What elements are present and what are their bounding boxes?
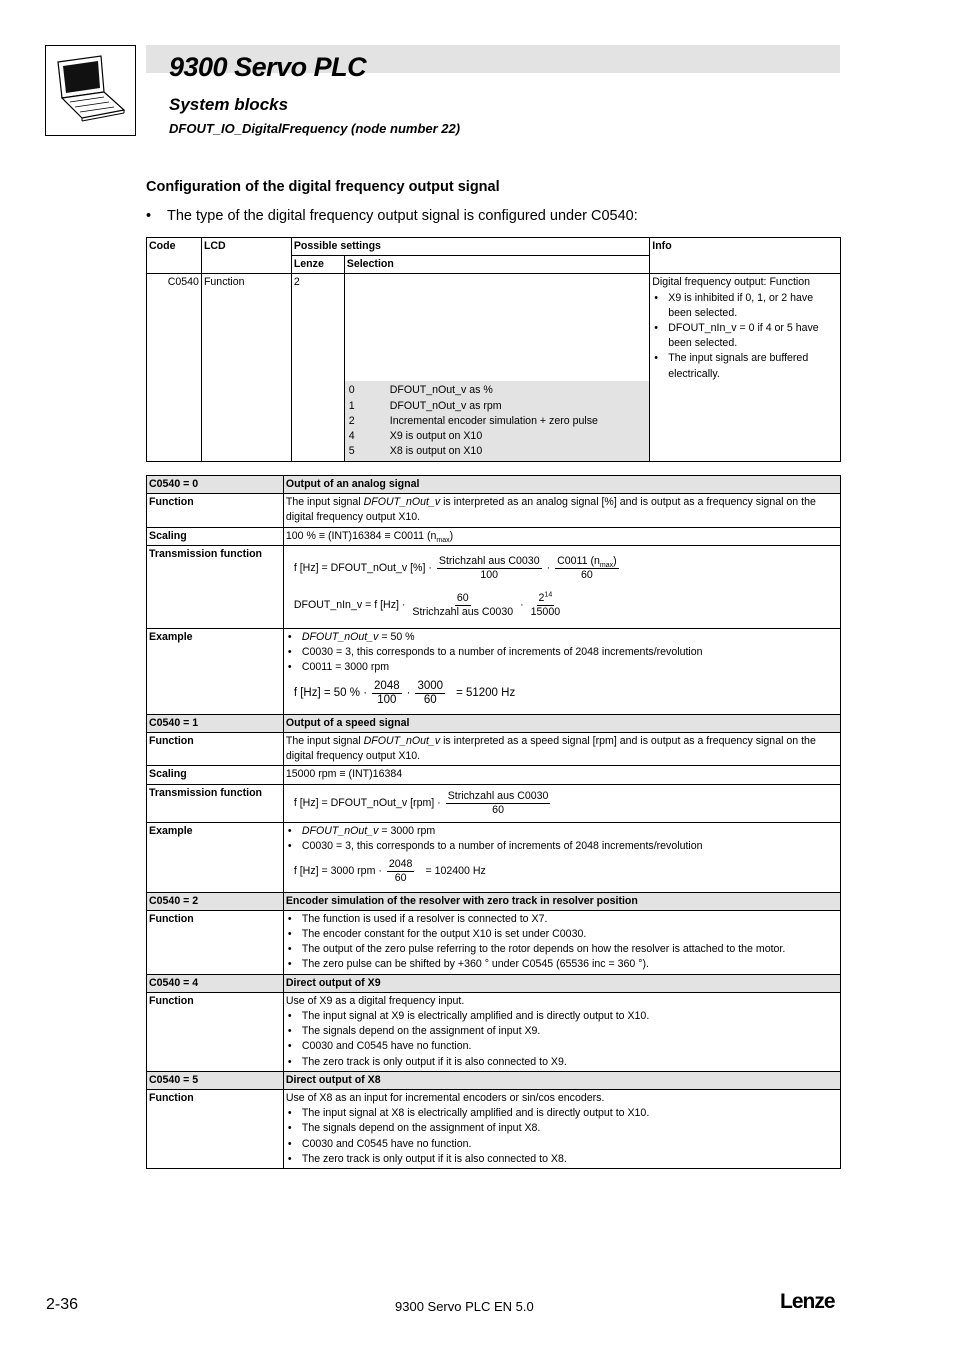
mode-4-heading: Direct output of X9 [283, 974, 840, 992]
header-code: Code [147, 238, 202, 274]
details-table [146, 475, 841, 1169]
function-item: • The encoder constant for the output X10 is set under C0030. [286, 927, 838, 942]
selection-item: 2 Incremental encoder simulation + zero pulse [348, 414, 598, 427]
brand-logo: Lenze [780, 1290, 835, 1313]
formula-nin: DFOUT_nIn_v = f [Hz] · $\frac{60}{\text{Strichzahl aus C0030}}$ · $\frac{2^{14}}{15000}$ [293, 591, 561, 618]
laptop-icon [46, 46, 135, 135]
function-item: • The input signal at X9 is electrically amplified and is directly output to X10. [286, 1009, 838, 1024]
mode-2-function-label: Function [147, 910, 284, 974]
fraction: $\frac{\text{Strichzahl aus C0030}}{60}$ [447, 789, 549, 816]
selection-item: 0 DFOUT_nOut_v as % [348, 384, 493, 397]
selection-item: 5 X8 is output on X10 [348, 445, 483, 458]
fraction: $\frac{C0011 (n_{max})}{60}$ [557, 554, 617, 581]
document-name: 9300 Servo PLC EN 5.0 [395, 1299, 534, 1314]
section-heading: Configuration of the digital frequency output signal [146, 179, 500, 195]
header-possible-settings: Possible settings [291, 238, 649, 256]
mode-2-key: C0540 = 2 [147, 892, 284, 910]
selection-item: 4 X9 is output on X10 [348, 430, 483, 442]
function-lead: Use of X8 as an input for incremental encoders or sin/cos encoders. [285, 1092, 605, 1105]
example-list [286, 630, 838, 676]
mode-0-scaling-text: 100 % ≡ (INT)16384 ≡ C0011 $(n_{max})$ [283, 527, 840, 545]
bullet: • [146, 208, 152, 224]
mode-1-scaling-label: Scaling [147, 766, 284, 784]
laptop-icon-frame [45, 45, 136, 136]
selection-list [345, 381, 650, 461]
mode-1-transmission-formula [283, 784, 840, 822]
code-table [146, 237, 841, 462]
header-info: Info [650, 238, 841, 274]
mode-2-heading: Encoder simulation of the resolver with zero track in resolver position [283, 892, 840, 910]
info-item: • X9 is inhibited if 0, 1, or 2 have been selected. [652, 291, 838, 321]
function-item: • C0030 and C0545 have no function. [286, 1039, 838, 1054]
mode-5-key: C0540 = 5 [147, 1071, 284, 1089]
function-item: • The output of the zero pulse referring to the rotor depends on how the resolver is attached to the motor. [286, 942, 838, 957]
function-item: • The signals depend on the assignment of input X8. [286, 1121, 838, 1136]
fraction: $\frac{\text{Strichzahl aus C0030}}{100}$ [438, 554, 540, 581]
mode-4-key: C0540 = 4 [147, 974, 284, 992]
selection-item: 1 DFOUT_nOut_v as rpm [348, 399, 502, 412]
example-formula: f [Hz] = 50 % · $\frac{2048}{100}$ · $\frac{3000}{60}$ = 51200 Hz [293, 680, 516, 707]
mode-1-function-text: The input signal DFOUT_nOut_v is interpreted as a speed signal [rpm] and is output as a frequency signal on the digital frequency output X10. [283, 733, 840, 766]
formula-f-hz: f [Hz] = DFOUT_nOut_v [%] · $\frac{\text{Strichzahl aus C0030}}{100}$ · $\frac{C0011 (n_{max})}{60}$ [293, 554, 617, 581]
mode-4-function-label: Function [147, 992, 284, 1071]
function-item: • The signals depend on the assignment of input X9. [286, 1024, 838, 1039]
mode-2-function [283, 910, 840, 974]
function-item: • The input signal at X8 is electrically amplified and is directly output to X10. [286, 1106, 838, 1121]
function-list [286, 1106, 838, 1167]
info-title: Digital frequency output: Function [652, 276, 811, 289]
mode-0-transmission-formulas [283, 545, 840, 628]
example-item: • DFOUT_nOut_v = 3000 rpm [286, 824, 838, 839]
mode-0-example [283, 628, 840, 714]
function-item: • C0030 and C0545 have no function. [286, 1137, 838, 1152]
info-cell [650, 274, 841, 462]
example-item: • C0030 = 3, this corresponds to a number of increments of 2048 increments/revolution [286, 839, 838, 854]
example-item: • C0030 = 3, this corresponds to a number of increments of 2048 increments/revolution [286, 645, 838, 660]
header-lcd: LCD [201, 238, 291, 274]
header-lenze: Lenze [291, 256, 344, 274]
fraction: $\frac{2048}{100}$ [374, 680, 400, 707]
page-number: 2-36 [46, 1296, 79, 1313]
mode-5-function [283, 1090, 840, 1169]
mode-5-function-label: Function [147, 1090, 284, 1169]
mode-1-key: C0540 = 1 [147, 714, 284, 732]
mode-0-function-label: Function [147, 494, 284, 527]
function-item: • The zero track is only output if it is also connected to X9. [286, 1055, 838, 1070]
mode-0-heading: Output of an analog signal [283, 476, 840, 494]
mode-1-example-label: Example [147, 822, 284, 892]
example-list [286, 824, 838, 854]
fraction: $\frac{2^{14}}{15000}$ [530, 591, 561, 618]
mode-0-key: C0540 = 0 [147, 476, 284, 494]
mode-1-heading: Output of a speed signal [283, 714, 840, 732]
formula-f-hz: f [Hz] = DFOUT_nOut_v [rpm] · $\frac{\text{Strichzahl aus C0030}}{60}$ [293, 789, 549, 816]
function-item: • The function is used if a resolver is connected to X7. [286, 912, 838, 927]
function-item: • The zero track is only output if it is also connected to X8. [286, 1152, 838, 1167]
mode-1-transmission-label: Transmission function [147, 784, 284, 822]
header-selection: Selection [344, 256, 650, 274]
mode-1-example [283, 822, 840, 892]
node-title: DFOUT_IO_DigitalFrequency (node number 22) [169, 121, 461, 136]
mode-0-example-label: Example [147, 628, 284, 714]
info-item: • The input signals are buffered electrically. [652, 351, 838, 381]
lenze-value: 2 [291, 274, 344, 462]
mode-4-function [283, 992, 840, 1071]
example-item: • DFOUT_nOut_v = 50 % [286, 630, 838, 645]
page-subtitle: System blocks [169, 95, 289, 114]
function-list [286, 912, 838, 973]
lcd-value: Function [201, 274, 291, 462]
selection-cell [344, 274, 650, 462]
info-list [652, 291, 838, 382]
code-value: C0540 [147, 274, 202, 462]
intro-label: The type of the digital frequency output signal is configured under C0540: [167, 208, 638, 224]
example-formula: f [Hz] = 3000 rpm · $\frac{2048}{60}$ = 102400 Hz [293, 858, 486, 885]
function-lead: Use of X9 as a digital frequency input. [285, 994, 465, 1007]
example-item: • C0011 = 3000 rpm [286, 660, 838, 675]
mode-0-function-text: The input signal DFOUT_nOut_v is interpreted as an analog signal [%] and is output as a frequency signal on the digital frequency output X10. [283, 494, 840, 527]
mode-0-scaling-label: Scaling [147, 527, 284, 545]
function-item: • The zero pulse can be shifted by +360 ° under C0545 (65536 inc = 360 °). [286, 957, 838, 972]
fraction: $\frac{2048}{60}$ [388, 858, 413, 885]
mode-0-transmission-label: Transmission function [147, 545, 284, 628]
intro-text [146, 208, 638, 224]
mode-1-function-label: Function [147, 733, 284, 766]
page-title: 9300 Servo PLC [169, 52, 367, 82]
function-list [286, 1009, 838, 1070]
info-item: • DFOUT_nIn_v = 0 if 4 or 5 have been selected. [652, 321, 838, 351]
fraction: $\frac{3000}{60}$ [417, 680, 444, 707]
mode-5-heading: Direct output of X8 [283, 1071, 840, 1089]
fraction: $\frac{60}{\text{Strichzahl aus C0030}}$ [412, 591, 514, 618]
mode-1-scaling-text: 15000 rpm ≡ (INT)16384 [283, 766, 840, 784]
